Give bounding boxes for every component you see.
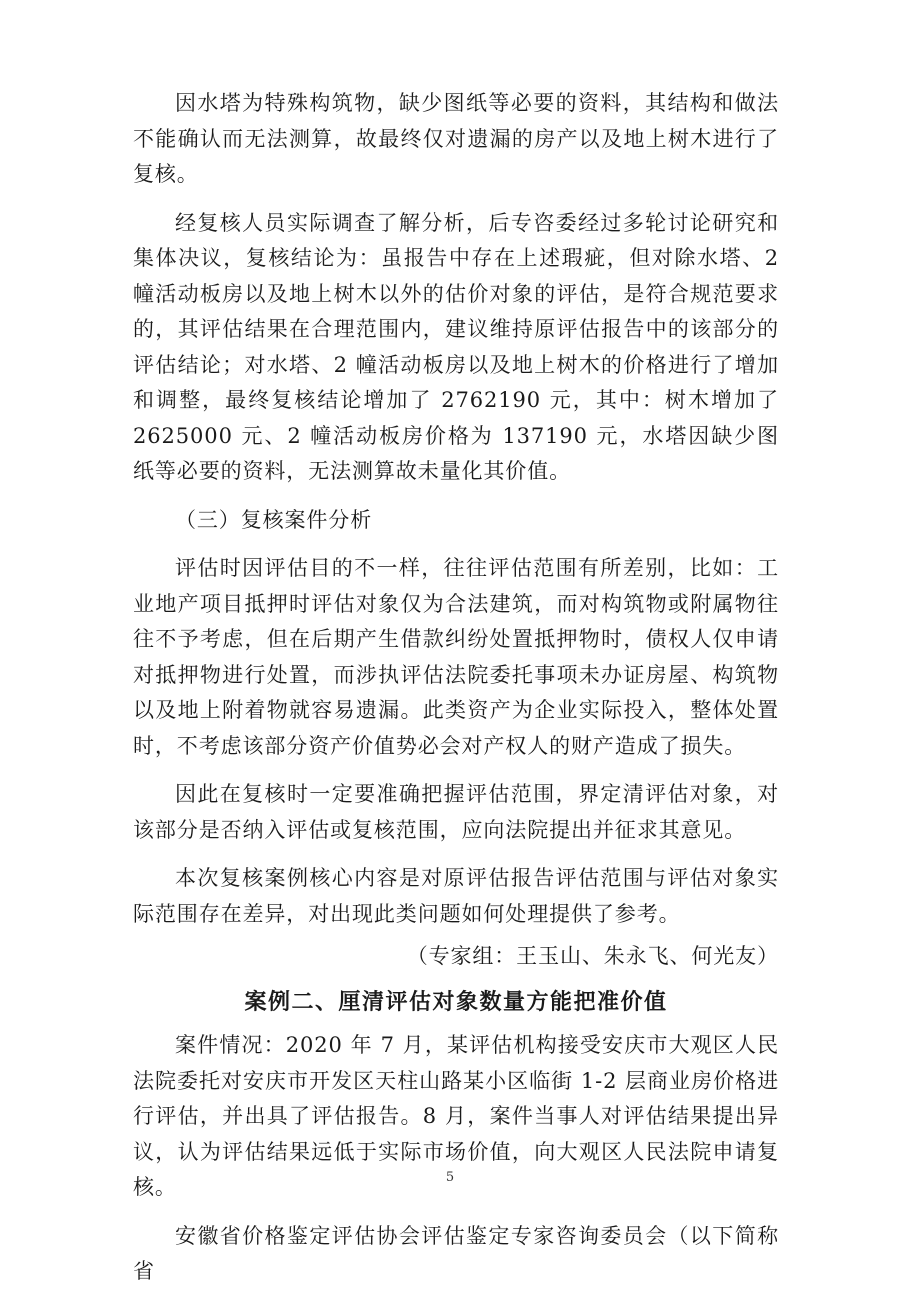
paragraph-review-conclusion: 经复核人员实际调查了解分析，后专咨委经过多轮讨论研究和集体决议，复核结论为：虽报告中存在上述瑕疵，但对除水塔、2 幢活动板房以及地上树木以外的估价对象的评估，是符合规范要求的，其评估结果在合理范围内，建议维持原评估报告中的该部分的评估结论；对水塔、2 幢活动板房以及地上树木的价格进行了增加和调整，最终复核结论增加了 2762190 元，其中：树木增加了 2625000 元、2 幢活动板房价格为 137190 元，水塔因缺少图纸等必要的资料，无法测算故未量化其价值。 <box>133 210 779 483</box>
page-number: 5 <box>445 1170 455 1185</box>
paragraph-case-committee: 安徽省价格鉴定评估协会评估鉴定专家咨询委员会（以下简称省 <box>133 1223 779 1283</box>
paragraph-analysis-recommendation: 因此在复核时一定要准确把握评估范围，界定清评估对象，对该部分是否纳入评估或复核范围，应向法院提出并征求其意见。 <box>133 782 779 842</box>
paragraph-case-situation: 案件情况：2020 年 7 月，某评估机构接受安庆市大观区人民法院委托对安庆市开发区天柱山路某小区临街 1-2 层商业房价格进行评估，并出具了评估报告。8 月，案件当事人对评估结果提出异议，认为评估结果远低于实际市场价值，向大观区人民法院申请复核。 <box>133 1033 779 1199</box>
paragraph-analysis-scope: 评估时因评估目的不一样，往往评估范围有所差别，比如：工业地产项目抵押时评估对象仅为合法建筑，而对构筑物或附属物往往不予考虑，但在后期产生借款纠纷处置抵押物时，债权人仅申请对抵押物进行处置，而涉执评估法院委托事项未办证房屋、构筑物以及地上附着物就容易遗漏。此类资产为企业实际投入，整体处置时，不考虑该部分资产价值势必会对产权人的财产造成了损失。 <box>133 556 779 758</box>
section-heading: （三）复核案件分析 <box>175 507 373 532</box>
expert-group-signature: （专家组：王玉山、朱永飞、何光友） <box>406 944 779 968</box>
page-body <box>133 86 779 1303</box>
paragraph-analysis-summary: 本次复核案例核心内容是对原评估报告评估范围与评估对象实际范围存在差异，对出现此类问题如何处理提供了参考。 <box>133 866 779 926</box>
case-title: 案例二、厘清评估对象数量方能把准价值 <box>244 988 668 1015</box>
paragraph-water-tower: 因水塔为特殊构筑物，缺少图纸等必要的资料，其结构和做法不能确认而无法测算，故最终仅对遗漏的房产以及地上树木进行了复核。 <box>133 91 779 186</box>
